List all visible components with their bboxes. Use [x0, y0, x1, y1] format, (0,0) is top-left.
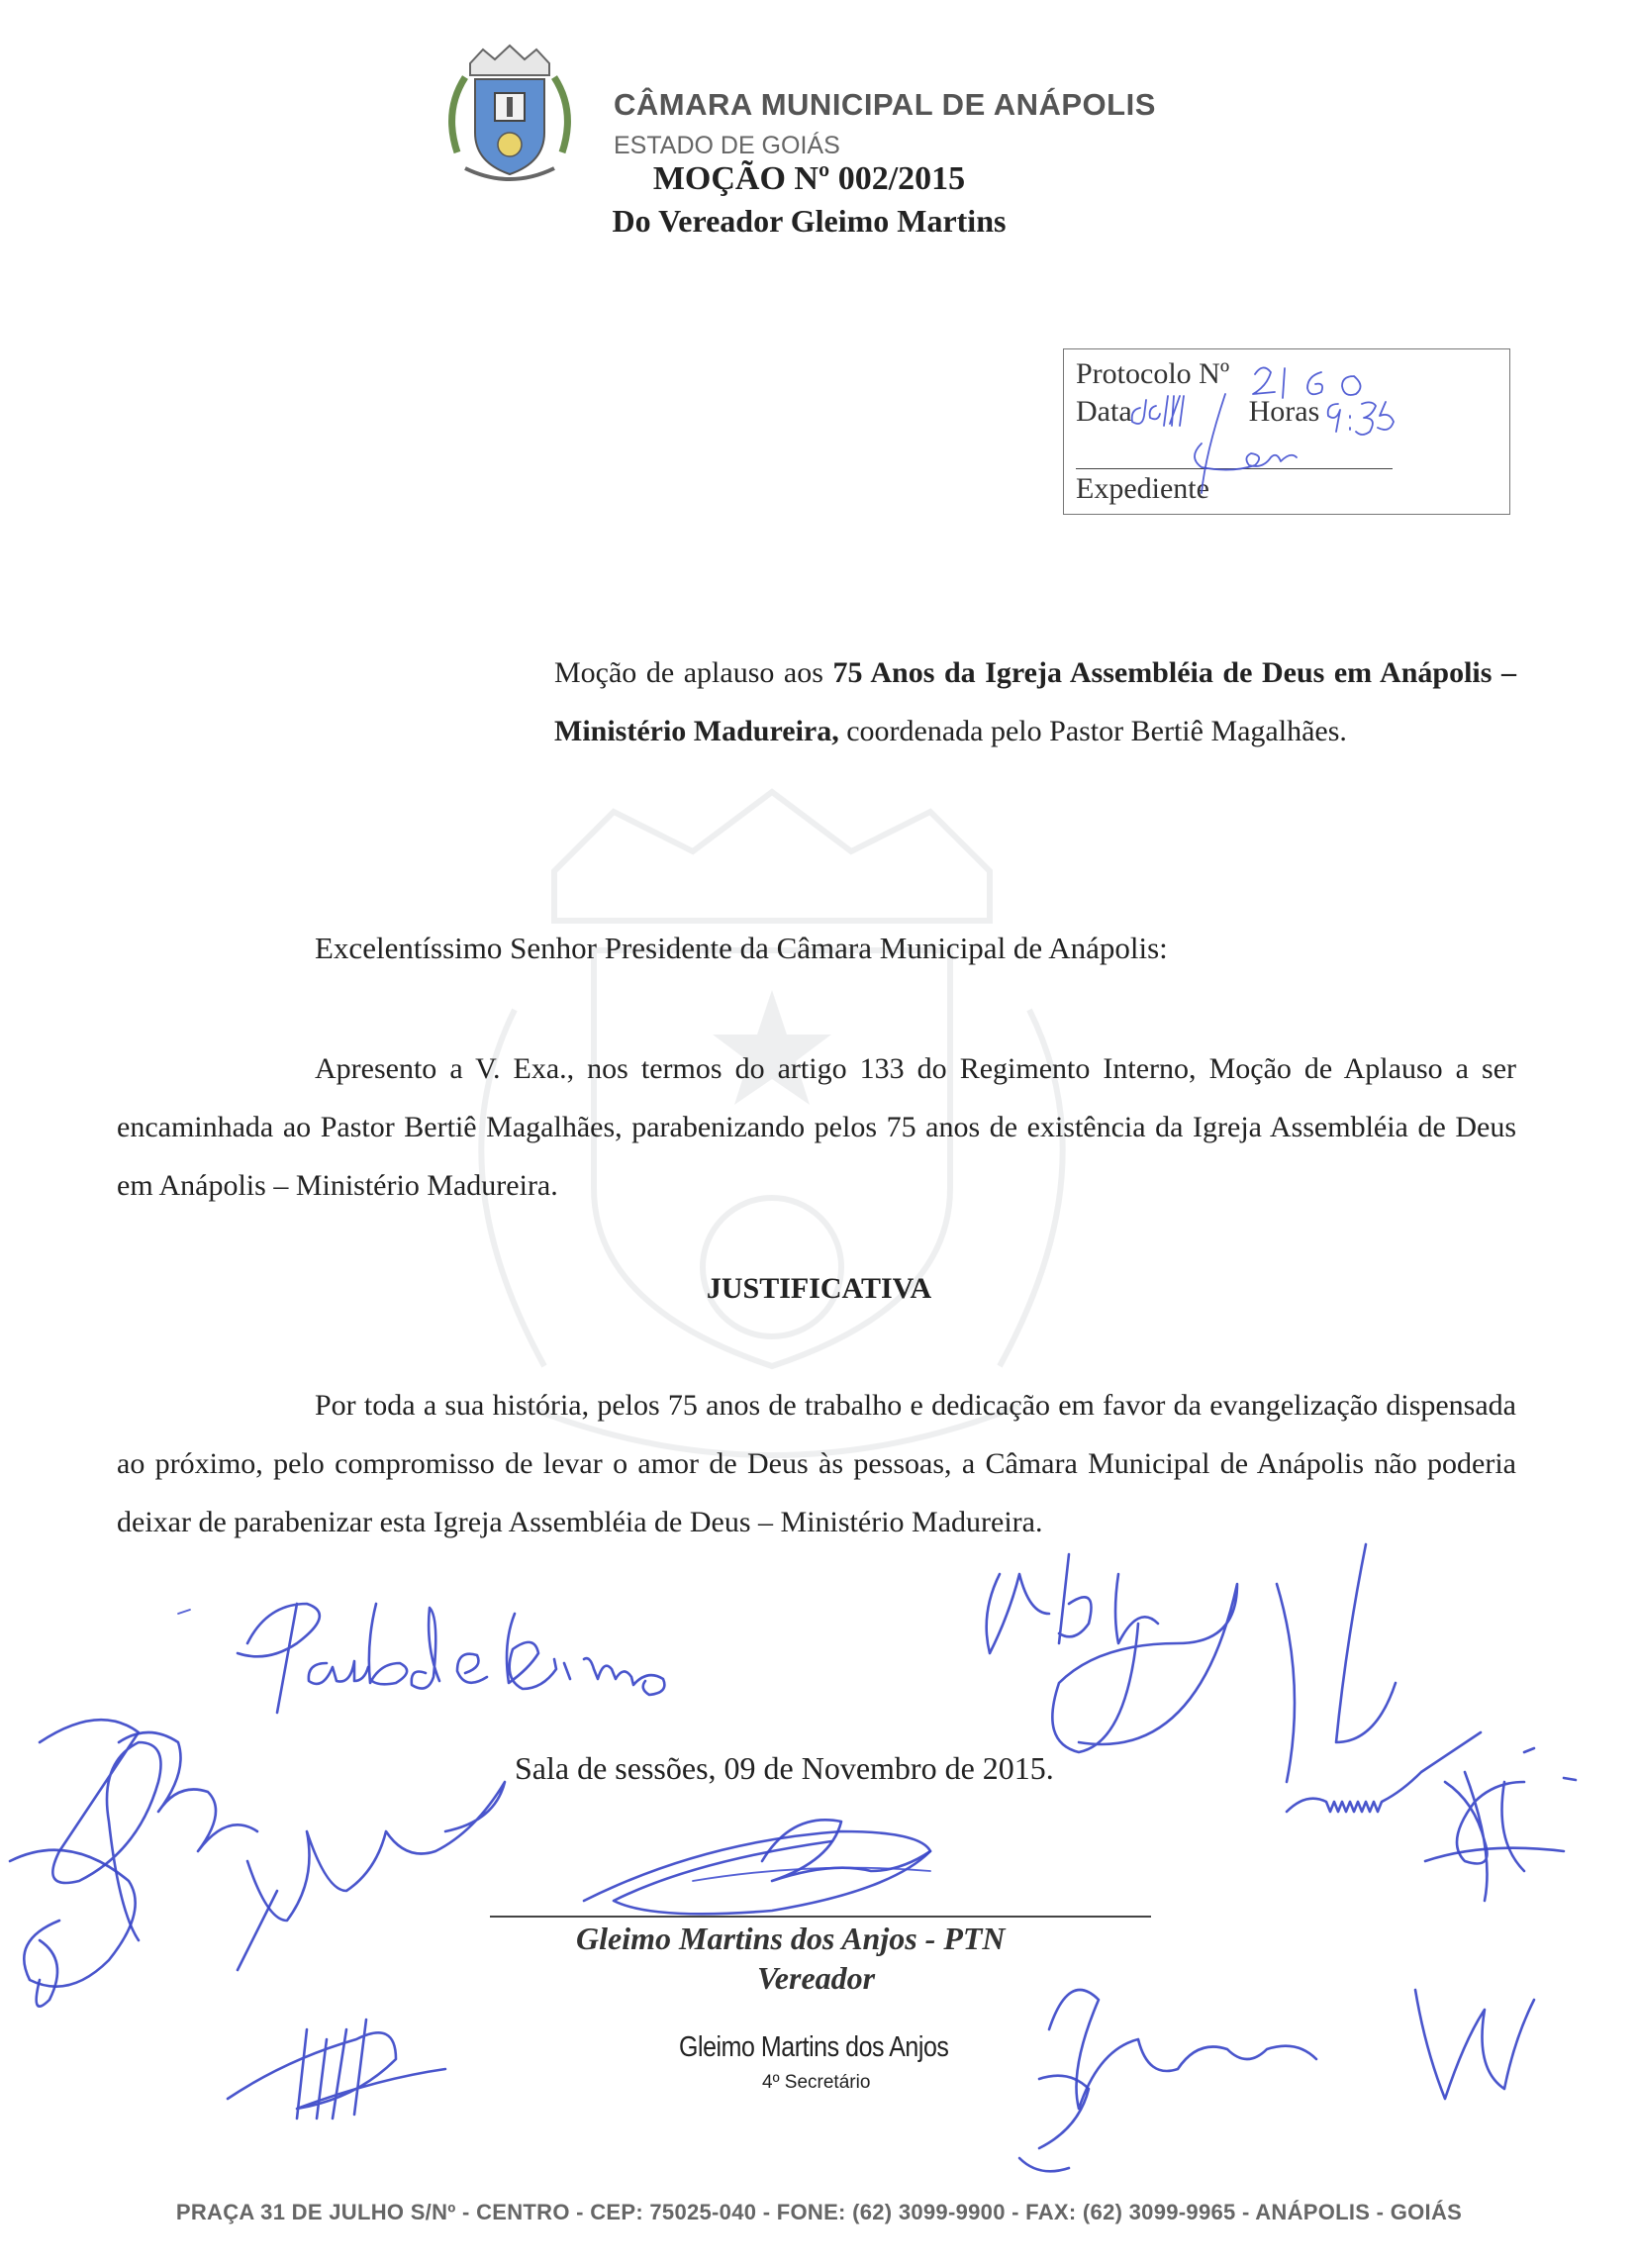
- hours-label: Horas: [1248, 395, 1320, 428]
- signature-paulo-de-lima: [178, 1604, 664, 1713]
- stamp-role: 4º Secretário: [762, 2072, 871, 2093]
- salutation: Excelentíssimo Senhor Presidente da Câmara Municipal de Anápolis:: [315, 931, 1168, 965]
- document-title-text: MOÇÃO Nº 002/2015: [652, 160, 966, 197]
- presentation-paragraph: [117, 1039, 1516, 1215]
- summary-rest: coordenada pelo Pastor Bertiê Magalhães.: [838, 715, 1347, 747]
- signatory-name: Gleimo Martins dos Anjos - PTN: [576, 1921, 1006, 1956]
- justification-paragraph: [117, 1376, 1516, 1551]
- motion-summary: [554, 643, 1516, 760]
- summary-subject: 75 Anos da Igreja Assembléia de Deus em Anápolis – Ministério Madureira,: [554, 656, 1516, 747]
- page-footer-address: PRAÇA 31 DE JULHO S/Nº - CENTRO - CEP: 75025-040 - FONE: (62) 3099-9900 - FAX: (62) 3099-9965 - ANÁPOLIS - GOIÁS: [175, 2200, 1463, 2224]
- protocol-signature-line: [1076, 468, 1393, 469]
- place-and-date: Sala de sessões, 09 de Novembro de 2015.: [515, 1750, 1054, 1786]
- signature-left-group: [10, 1720, 505, 2119]
- protocol-date-row: [1076, 395, 1319, 429]
- organization-name: CÂMARA MUNICIPAL DE ANÁPOLIS: [614, 87, 1156, 122]
- expediente-row: [1076, 472, 1209, 506]
- protocol-stamp-box: [1063, 348, 1510, 515]
- summary-intro: Moção de aplauso aos: [554, 656, 833, 689]
- document-author-text: Do Vereador Gleimo Martins: [612, 203, 1007, 239]
- protocol-number-row: [1076, 357, 1229, 391]
- protocol-label: Protocolo Nº: [1076, 357, 1230, 390]
- justification-heading: JUSTIFICATIVA: [706, 1272, 932, 1305]
- signature-gleimo-martins: [584, 1820, 930, 1914]
- stamp-name: Gleimo Martins dos Anjos: [679, 2031, 949, 2063]
- justification-text: Por toda a sua história, pelos 75 anos de trabalho e dedicação em favor da evangelização dispensada ao próximo, pelo compromisso de levar o amor de Deus às pessoas, a Câmara Municipal de Anápolis não poderia deixar de parabenizar esta Igreja Assembléia de Deus – Ministério Madureira.: [117, 1389, 1516, 1538]
- document-title: [0, 160, 1638, 198]
- signature-line: [490, 1916, 1151, 1918]
- state-name: ESTADO DE GOIÁS: [614, 132, 840, 159]
- presentation-text: Apresento a V. Exa., nos termos do artigo 133 do Regimento Interno, Moção de Aplauso a ser encaminhada ao Pastor Bertiê Magalhães, parabenizando pelos 75 anos de existência da Igreja Assembléia de Deus em Anápolis – Ministério Madureira.: [117, 1052, 1516, 1202]
- signatory-role: Vereador: [757, 1960, 876, 1996]
- document-author-line: [0, 203, 1638, 240]
- signature-right-group: [987, 1544, 1576, 2171]
- expediente-label: Expediente: [1076, 472, 1209, 505]
- date-label: Data: [1076, 395, 1132, 428]
